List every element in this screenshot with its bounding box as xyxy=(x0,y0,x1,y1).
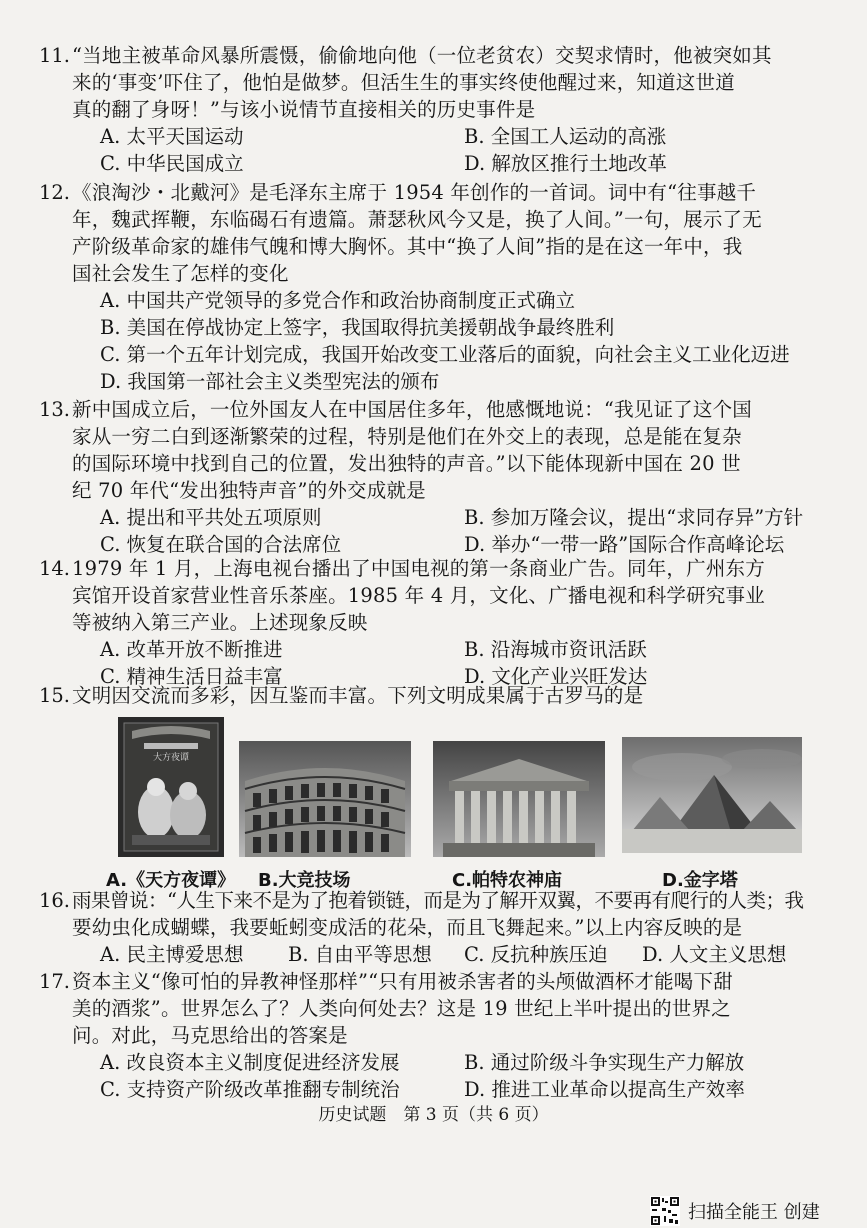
question-number: 17. xyxy=(38,970,70,993)
option-row xyxy=(72,368,832,395)
scanner-watermark xyxy=(650,1196,820,1226)
colosseum-image xyxy=(239,741,411,857)
option-b: B. 全国工人运动的高涨 xyxy=(464,125,667,148)
option-c: C. 第一个五年计划完成，我国开始改变工业落后的面貌，向社会主义工业化迈进 xyxy=(100,343,790,366)
option-b: B. 参加万隆会议，提出“求同存异”方针 xyxy=(464,506,804,529)
question-text: 年，魏武挥鞭，东临碣石有遗篇。萧瑟秋风今又是，换了人间。”一句，展示了无 xyxy=(72,208,762,231)
option-d: D. 举办“一带一路”国际合作高峰论坛 xyxy=(464,533,785,556)
question-text: 文明因交流而多彩，因互鉴而丰富。下列文明成果属于古罗马的是 xyxy=(72,684,644,707)
question-text: 要幼虫化成蝴蝶，我要蚯蚓变成活的花朵，而且飞舞起来。”以上内容反映的是 xyxy=(72,916,743,939)
parthenon-image xyxy=(433,741,605,857)
option-row xyxy=(72,287,832,314)
question-17 xyxy=(38,968,832,1103)
option-a: A. 中国共产党领导的多党合作和政治协商制度正式确立 xyxy=(100,289,575,312)
page-footer: 历史试题 第 3 页（共 6 页） xyxy=(318,1105,549,1125)
question-text: 新中国成立后，一位外国友人在中国居住多年，他感慨地说：“我见证了这个国 xyxy=(72,398,752,421)
question-number: 13. xyxy=(38,398,70,421)
pyramids-image xyxy=(622,737,802,853)
book-title-text: 大方夜谭 xyxy=(152,753,190,763)
question-text: “当地主被革命风暴所震慑，偷偷地向他（一位老贫农）交契求情时，他被突如其 xyxy=(72,44,772,67)
option-d: D. 我国第一部社会主义类型宪法的颁布 xyxy=(100,370,440,393)
option-a: A. 民主博爱思想 xyxy=(100,943,244,966)
question-13 xyxy=(38,396,832,558)
question-text: 《浪淘沙・北戴河》是毛泽东主席于 1954 年创作的一首词。词中有“往事越千 xyxy=(72,181,757,204)
question-11 xyxy=(38,42,832,177)
option-c: C. 支持资产阶级改革推翻专制统治 xyxy=(100,1078,400,1101)
option-b: B. 美国在停战协定上签字，我国取得抗美援朝战争最终胜利 xyxy=(100,316,615,339)
option-c: C. 恢复在联合国的合法席位 xyxy=(100,533,342,556)
question-number: 14. xyxy=(38,557,70,580)
question-number: 16. xyxy=(38,889,70,912)
arabian-nights-book-image xyxy=(118,717,224,857)
question-number: 12. xyxy=(38,181,70,204)
question-text: 问。对此，马克思给出的答案是 xyxy=(72,1024,348,1047)
option-row xyxy=(72,341,832,368)
question-text: 家从一穷二白到逐渐繁荣的过程，特别是他们在外交上的表现，总是能在复杂 xyxy=(72,425,742,448)
option-a: A. 太平天国运动 xyxy=(100,125,244,148)
option-row xyxy=(72,504,832,531)
option-a: A. 改良资本主义制度促进经济发展 xyxy=(100,1051,400,1074)
option-row xyxy=(72,314,832,341)
question-14 xyxy=(38,555,832,690)
option-a: A. 改革开放不断推进 xyxy=(100,638,283,661)
option-row xyxy=(72,1076,832,1103)
question-text: 宾馆开设首家营业性音乐茶座。1985 年 4 月，文化、广播电视和科学研究事业 xyxy=(72,584,765,607)
option-c: C. 精神生活日益丰富 xyxy=(100,665,283,688)
caption-b: B.大竞技场 xyxy=(258,870,351,891)
question-text: 真的翻了身呀！”与该小说情节直接相关的历史事件是 xyxy=(72,98,536,121)
option-a: A. 提出和平共处五项原则 xyxy=(100,506,322,529)
question-15 xyxy=(38,682,832,709)
question-number: 15. xyxy=(38,684,70,707)
option-row xyxy=(72,150,832,177)
option-b: B. 通过阶级斗争实现生产力解放 xyxy=(464,1051,745,1074)
question-number: 11. xyxy=(38,44,70,67)
question-text: 资本主义“像可怕的异教神怪那样”“只有用被杀害者的头颅做酒杯才能喝下甜 xyxy=(72,970,733,993)
scanner-credit: 扫描全能王 创建 xyxy=(688,1202,820,1223)
option-d: D. 解放区推行土地改革 xyxy=(464,152,667,175)
caption-d: D.金字塔 xyxy=(662,870,738,891)
question-text: 1979 年 1 月，上海电视台播出了中国电视的第一条商业广告。同年，广州东方 xyxy=(72,557,765,580)
option-row xyxy=(72,636,832,663)
question-text: 雨果曾说：“人生下来不是为了抱着锁链，而是为了解开双翼，不要再有爬行的人类；我 xyxy=(72,889,804,912)
question-text: 美的酒浆”。世界怎么了？人类向何处去？这是 19 世纪上半叶提出的世界之 xyxy=(72,997,731,1020)
question-16 xyxy=(38,887,832,968)
option-row xyxy=(72,531,832,558)
question-text: 的国际环境中找到自己的位置，发出独特的声音。”以下能体现新中国在 20 世 xyxy=(72,452,741,475)
option-d: D. 人文主义思想 xyxy=(642,943,787,966)
option-c: C. 反抗种族压迫 xyxy=(464,943,608,966)
option-d: D. 推进工业革命以提高生产效率 xyxy=(464,1078,745,1101)
option-d: D. 文化产业兴旺发达 xyxy=(464,665,648,688)
option-b: B. 沿海城市资讯活跃 xyxy=(464,638,647,661)
question-12 xyxy=(38,179,832,395)
qr-code-icon xyxy=(650,1196,680,1226)
option-row xyxy=(72,1049,832,1076)
caption-c: C.帕特农神庙 xyxy=(452,870,563,891)
question-text: 来的‘事变’吓住了，他怕是做梦。但活生生的事实终使他醒过来，知道这世道 xyxy=(72,71,735,94)
caption-a: A.《天方夜谭》 xyxy=(106,870,236,891)
question-text: 产阶级革命家的雄伟气魄和博大胸怀。其中“换了人间”指的是在这一年中，我 xyxy=(72,235,743,258)
question-text: 国社会发生了怎样的变化 xyxy=(72,262,289,285)
option-b: B. 自由平等思想 xyxy=(288,943,432,966)
question-text: 纪 70 年代“发出独特声音”的外交成就是 xyxy=(72,479,426,502)
option-row xyxy=(72,123,832,150)
option-c: C. 中华民国成立 xyxy=(100,152,244,175)
option-row xyxy=(72,941,832,968)
figure-row xyxy=(118,717,808,857)
question-text: 等被纳入第三产业。上述现象反映 xyxy=(72,611,368,634)
